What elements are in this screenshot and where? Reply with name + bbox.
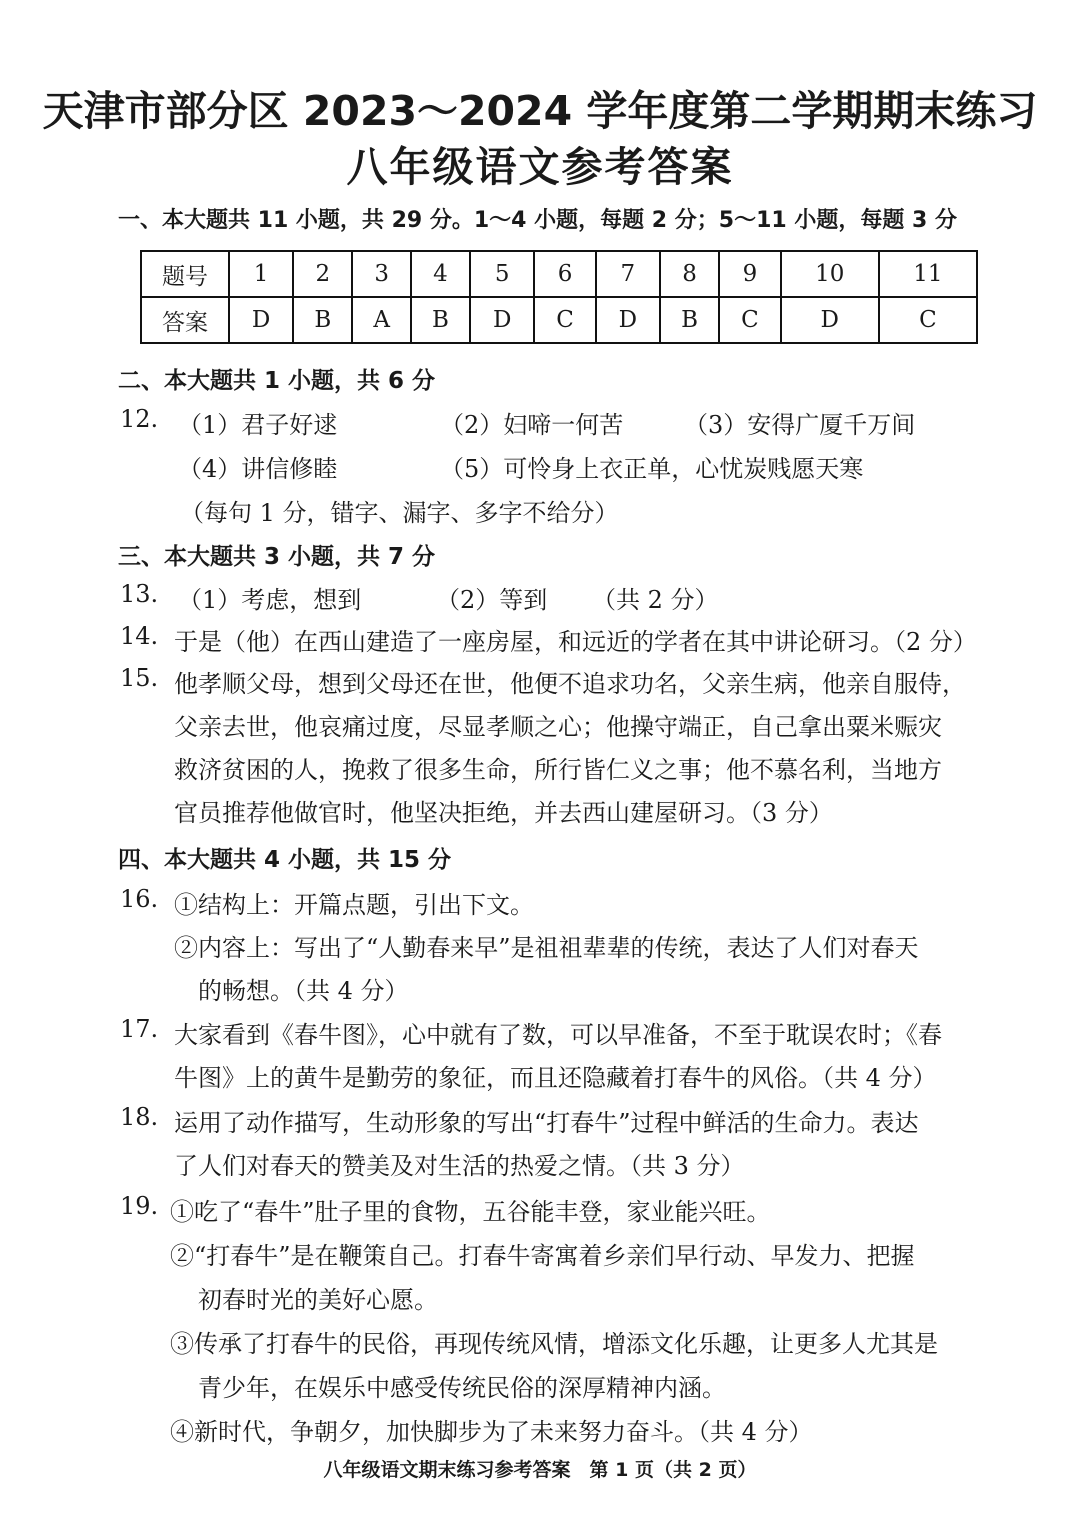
question-number: 5 [470,251,534,297]
answer-table [140,250,978,344]
answer-text-line: 初春时光的美好心愿。 [198,1286,438,1314]
answer-text-line: 父亲去世，他哀痛过度，尽显孝顺之心；他操守端正，自己拿出粟米赈灾 [174,713,942,741]
answer-text-line: 运用了动作描写，生动形象的写出“打春牛”过程中鲜活的生命力。表达 [174,1109,919,1137]
question-number: 7 [596,251,660,297]
question-number-row [141,251,977,297]
answer-cell: D [596,297,660,343]
question-number: 12. [120,405,159,433]
question-number: 14. [120,622,159,650]
answer-cell: A [352,297,410,343]
question-number: 3 [352,251,410,297]
answer-row [141,297,977,343]
answer-cell: C [879,297,977,343]
page-subtitle: 八年级语文参考答案 [346,143,734,191]
question-number: 9 [719,251,781,297]
answer-text-line: 救济贫困的人，挽救了很多生命，所行皆仁义之事；他不慕名利，当地方 [174,756,942,784]
answer-cell: C [534,297,596,343]
answer-text-line: 了人们对春天的赞美及对生活的热爱之情。（共 3 分） [174,1152,745,1180]
section-2-heading: 二、本大题共 1 小题，共 6 分 [118,368,436,394]
scoring-note: （每句 1 分，错字、漏字、多字不给分） [180,499,619,527]
row-label-answer: 答案 [141,297,229,343]
answer-item: （3）安得广厦千万间 [684,411,916,439]
section-3-heading: 三、本大题共 3 小题，共 7 分 [118,544,436,570]
answer-text-line: 他孝顺父母，想到父母还在世，他便不追求功名，父亲生病，他亲自服侍， [174,670,966,698]
question-number: 10 [781,251,879,297]
answer-cell: C [719,297,781,343]
answer-text-line: 青少年，在娱乐中感受传统民俗的深厚精神内涵。 [198,1374,726,1402]
answer-text-line: ②“打春牛”是在鞭策自己。打春牛寄寓着乡亲们早行动、早发力、把握 [170,1242,915,1270]
answer-item: （5）可怜身上衣正单，心忧炭贱愿天寒 [440,455,864,483]
question-number: 15. [120,664,159,692]
answer-text-line: ①吃了“春牛”肚子里的食物，五谷能丰登，家业能兴旺。 [170,1198,771,1226]
question-number: 11 [879,251,977,297]
question-number: 16. [120,885,159,913]
answer-cell: B [660,297,719,343]
question-number: 19. [120,1192,159,1220]
answer-item: （1）君子好逑 [178,411,338,439]
answer-text-line: 大家看到《春牛图》，心中就有了数，可以早准备，不至于耽误农时；《春 [174,1021,942,1049]
answer-text-line: 的畅想。（共 4 分） [198,977,409,1005]
answer-text-line: ④新时代，争朝夕，加快脚步为了未来努力奋斗。（共 4 分） [170,1418,813,1446]
answer-cell: B [411,297,470,343]
answer-cell: D [229,297,293,343]
answer-item: （1）考虑，想到 [178,586,362,614]
answer-text-line: ③传承了打春牛的民俗，再现传统风情，增添文化乐趣，让更多人尤其是 [170,1330,938,1358]
answer-item: （4）讲信修睦 [178,455,338,483]
question-number: 1 [229,251,293,297]
answer-text-line: 官员推荐他做官时，他坚决拒绝，并去西山建屋研习。（3 分） [174,799,833,827]
page-footer: 八年级语文期末练习参考答案 第 1 页（共 2 页） [323,1459,757,1481]
section-4-heading: 四、本大题共 4 小题，共 15 分 [118,847,452,873]
answer-cell: B [293,297,352,343]
answer-item: （2）等到 [436,586,548,614]
question-number: 13. [120,580,159,608]
answer-text-line: ②内容上：写出了“人勤春来早”是祖祖辈辈的传统，表达了人们对春天 [174,934,919,962]
question-number: 4 [411,251,470,297]
page-title: 天津市部分区 2023～2024 学年度第二学期期末练习 [42,87,1038,135]
question-number: 6 [534,251,596,297]
question-number: 8 [660,251,719,297]
answer-text-line: ①结构上：开篇点题，引出下文。 [174,891,534,919]
section-1-heading: 一、本大题共 11 小题，共 29 分。1～4 小题，每题 2 分；5～11 小题，每题 3 分 [118,208,957,233]
question-number: 18. [120,1103,159,1131]
question-number: 17. [120,1015,159,1043]
question-number: 2 [293,251,352,297]
answer-item: （2）妇啼一何苦 [440,411,624,439]
row-label-question: 题号 [141,251,229,297]
answer-cell: D [470,297,534,343]
answer-text: 于是（他）在西山建造了一座房屋，和远近的学者在其中讲论研习。（2 分） [174,628,977,656]
answer-text-line: 牛图》上的黄牛是勤劳的象征，而且还隐藏着打春牛的风俗。（共 4 分） [174,1064,937,1092]
answer-cell: D [781,297,879,343]
score-note: （共 2 分） [592,586,719,614]
